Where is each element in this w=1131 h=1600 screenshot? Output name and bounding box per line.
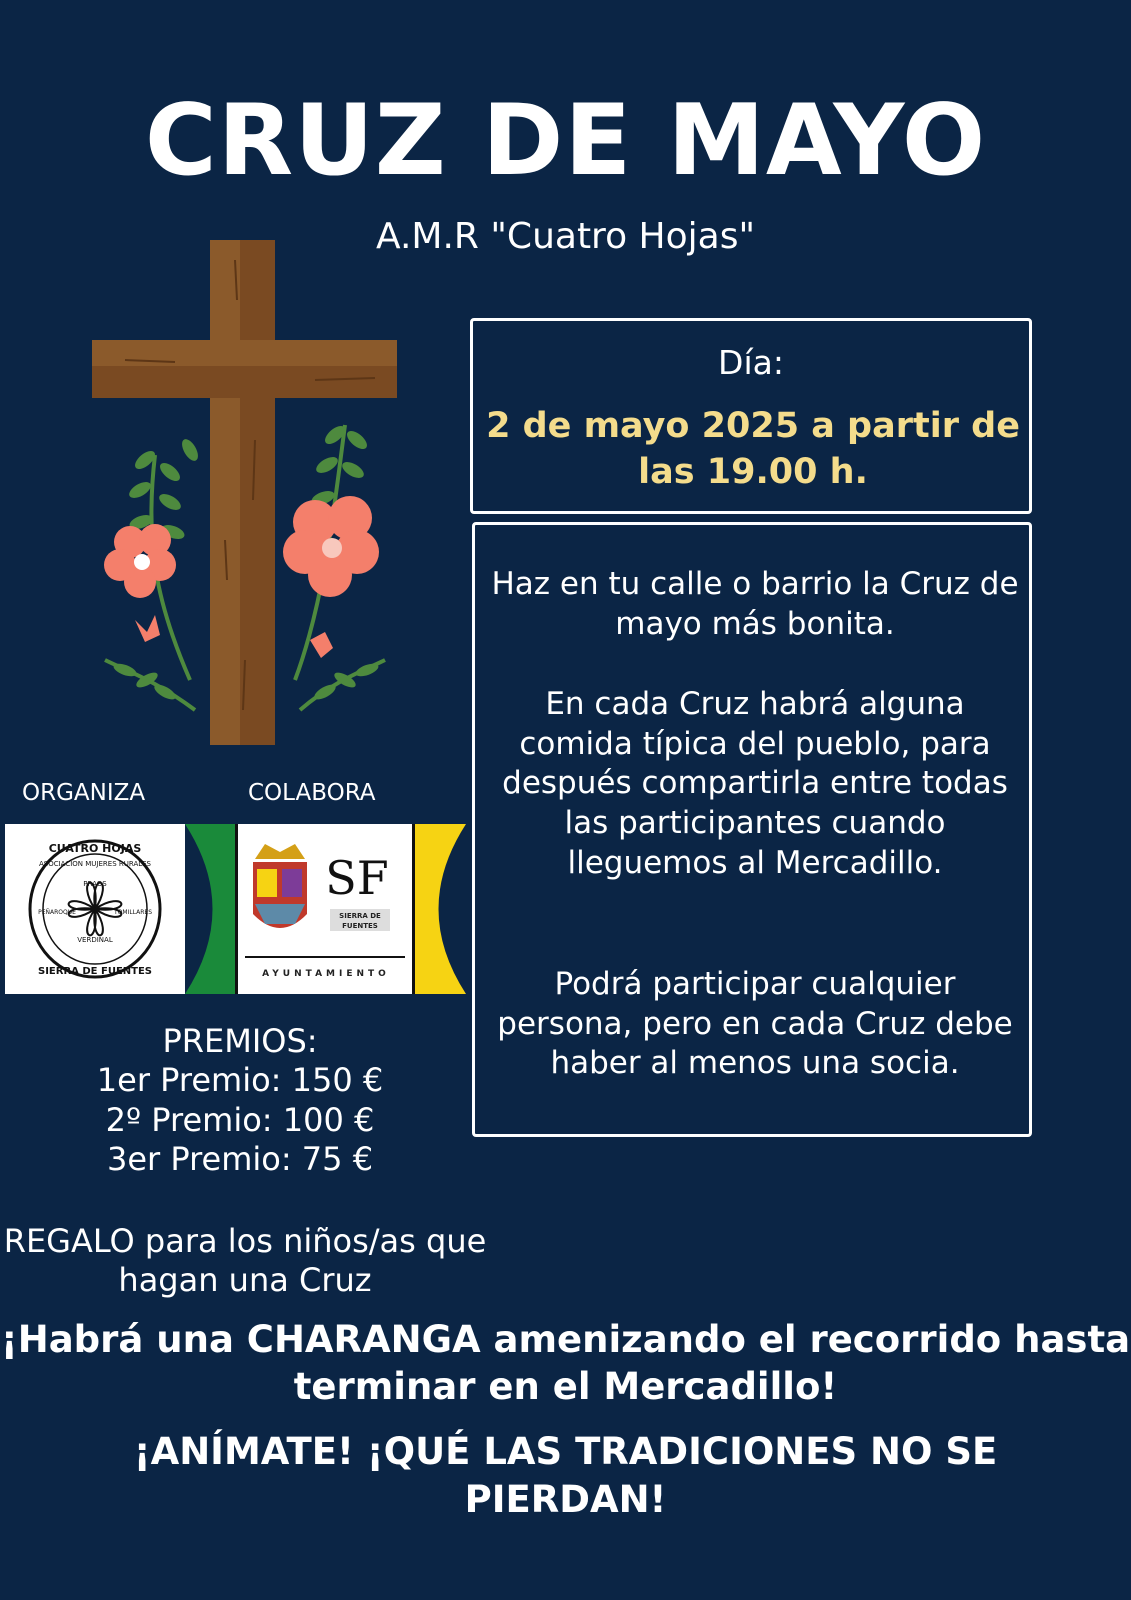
prizes-block	[60, 1022, 420, 1179]
prize-third: 3er Premio: 75 €	[106, 1140, 374, 1179]
flower-right-icon	[283, 496, 379, 597]
charanga-text: ¡Habrá una CHARANGA amenizando el recorrido hasta terminar en el Mercadillo!	[0, 1318, 1131, 1409]
bud-left-icon	[135, 615, 160, 642]
logo-text-cuatro-hojas: CUATRO HOJAS	[48, 842, 142, 855]
sf-logo-text-1: SIERRA DE	[339, 912, 381, 920]
logo-text-verdinal: VERDINAL	[77, 936, 113, 944]
coat-of-arms-icon	[253, 844, 307, 928]
info-paragraph-3: Podrá participar cualquier persona, pero en cada Cruz debe haber al menos una socia.	[497, 966, 1013, 1082]
date-box	[470, 318, 1032, 514]
info-paragraph-1: Haz en tu calle o barrio la Cruz de mayo más bonita.	[491, 566, 1019, 642]
info-paragraph-2: En cada Cruz habrá alguna comida típica del pueblo, para después compartirla entre todas las participantes cuando lleguemos al Mercadillo.	[502, 686, 1008, 881]
ayuntamiento-text: AYUNTAMIENTO	[262, 969, 390, 979]
info-box	[472, 522, 1032, 1137]
association-logo	[5, 824, 185, 994]
organiza-label: ORGANIZA	[22, 780, 146, 806]
logo-text-sierra: SIERRA DE FUENTES	[38, 966, 152, 977]
bud-right-icon	[310, 632, 333, 658]
date-value: 2 de mayo 2025 a partir de las 19.00 h.	[486, 406, 1020, 493]
date-label: Día:	[718, 343, 784, 382]
poster-subtitle: A.M.R "Cuatro Hojas"	[375, 216, 756, 257]
clover-logo-icon	[5, 824, 185, 994]
logo-text-penaroque: PEÑAROQUE	[38, 909, 76, 916]
closing-text: ¡ANÍMATE! ¡QUÉ LAS TRADICIONES NO SE PIERDAN!	[133, 1430, 998, 1522]
gift-text: REGALO para los niños/as que hagan una Cruz	[3, 1222, 487, 1300]
logo-text-tomillares: TOMILLARES	[113, 909, 153, 916]
colabora-label: COLABORA	[248, 780, 376, 806]
prizes-heading: PREMIOS:	[162, 1022, 318, 1060]
logo-text-praos: PRAOS	[83, 880, 107, 888]
sf-monogram-icon: SF	[325, 851, 389, 905]
ayuntamiento-logo	[185, 824, 466, 994]
prize-second: 2º Premio: 100 €	[105, 1100, 375, 1139]
flower-left-icon	[104, 524, 176, 598]
cross-illustration	[85, 240, 405, 760]
prize-first: 1er Premio: 150 €	[96, 1061, 384, 1100]
logo-text-association: ASOCIACION MUJERES RURALES	[38, 860, 152, 868]
sf-logo-text-2: FUENTES	[342, 922, 378, 930]
poster-title: CRUZ DE MAYO	[144, 84, 987, 198]
